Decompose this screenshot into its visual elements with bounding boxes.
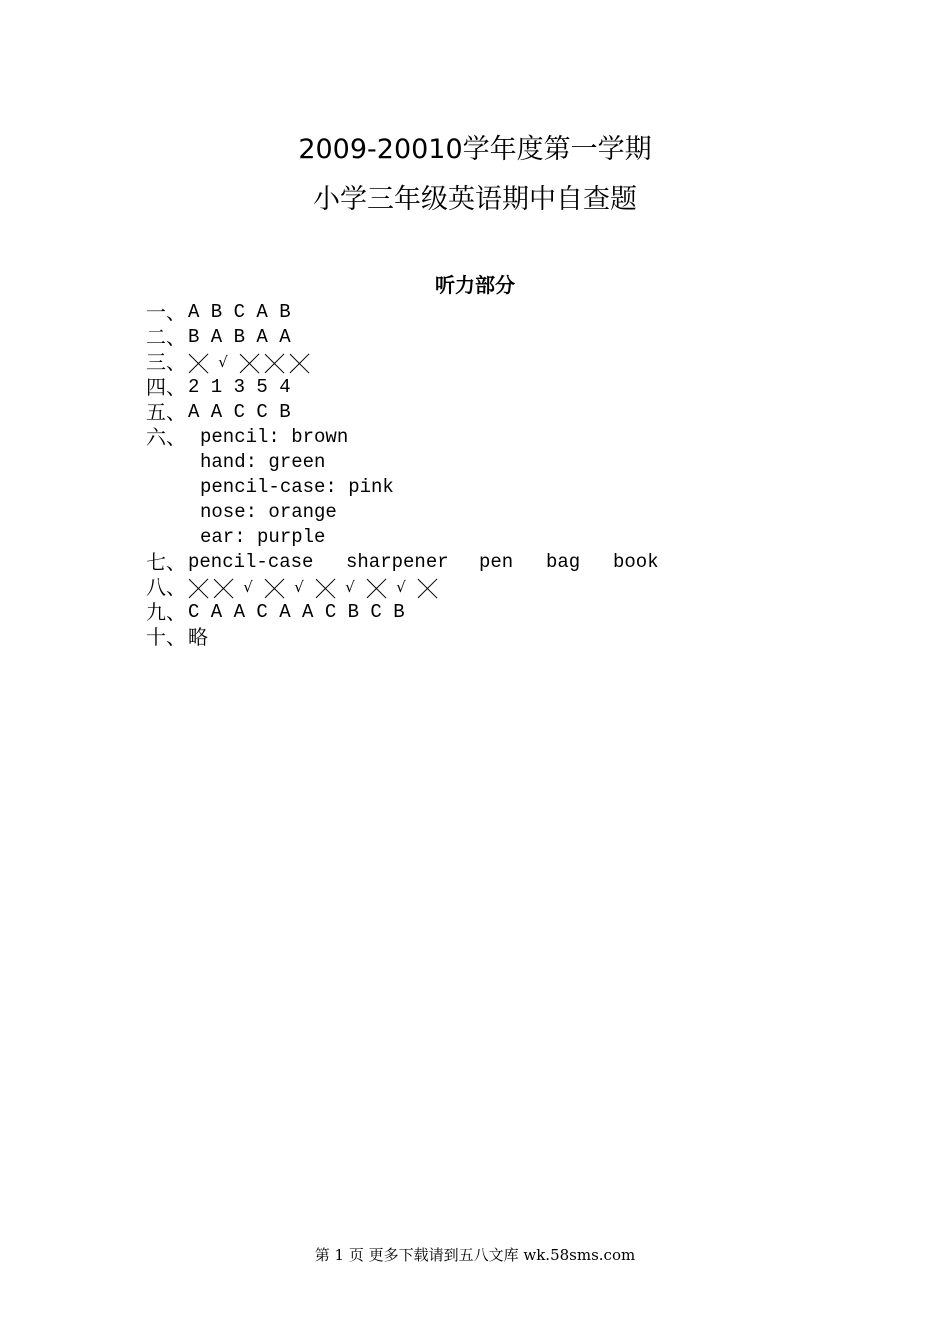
cross-mark-icon [289, 353, 309, 373]
question-number: 十、 [146, 625, 186, 649]
document-title-line2: 小学三年级英语期中自查题 [313, 184, 637, 215]
answer-text: pencil: brown [200, 426, 349, 448]
answer-row-4 [146, 375, 846, 400]
question-number: 三、 [146, 350, 186, 374]
answer-marks [188, 575, 442, 600]
cross-mark-icon [239, 353, 259, 373]
answer-row-7 [146, 550, 846, 575]
cross-mark-icon [213, 578, 233, 598]
check-mark-icon: √ [243, 578, 253, 596]
cross-mark-icon [417, 578, 437, 598]
answer-text: nose: orange [200, 501, 337, 523]
check-mark-icon: √ [396, 578, 406, 596]
answer-row-1 [146, 300, 846, 325]
check-mark-icon: √ [294, 578, 304, 596]
document-title-line1: 2009-20010学年度第一学期 [298, 134, 652, 165]
answer-row-6 [146, 425, 846, 450]
question-number: 六、 [146, 425, 186, 449]
answer-subrow [146, 525, 846, 550]
answer-text: 2 1 3 5 4 [188, 376, 291, 398]
answer-text: C A A C A A C B C B [188, 601, 405, 623]
answer-word: bag [546, 551, 581, 573]
question-number: 四、 [146, 375, 186, 399]
answer-text: 略 [188, 625, 208, 649]
answer-row-3 [146, 350, 846, 375]
question-number: 八、 [146, 575, 186, 599]
question-number: 七、 [146, 550, 186, 574]
answer-text: A B C A B [188, 301, 291, 323]
answer-subrow [146, 475, 846, 500]
cross-mark-icon [264, 353, 284, 373]
answer-word: pencil-case [188, 551, 314, 573]
answer-row-5 [146, 400, 846, 425]
question-number: 一、 [146, 300, 186, 324]
answer-text: A A C C B [188, 401, 291, 423]
check-mark-icon: √ [345, 578, 355, 596]
cross-mark-icon [188, 353, 208, 373]
answer-subrow [146, 500, 846, 525]
answer-row-9 [146, 600, 846, 625]
answer-word: book [613, 551, 659, 573]
answer-row-2 [146, 325, 846, 350]
answer-row-10 [146, 625, 846, 650]
answer-marks [188, 350, 314, 375]
page-footer: 第 1 页 更多下载请到五八文库 wk.58sms.com [314, 1246, 636, 1264]
check-mark-icon: √ [218, 353, 228, 371]
answer-word: sharpener [346, 551, 449, 573]
cross-mark-icon [188, 578, 208, 598]
question-number: 五、 [146, 400, 186, 424]
cross-mark-icon [264, 578, 284, 598]
answer-text: B A B A A [188, 326, 291, 348]
answer-text: pencil-case: pink [200, 476, 394, 498]
answer-word: pen [479, 551, 514, 573]
answer-subrow [146, 450, 846, 475]
answer-row-8 [146, 575, 846, 600]
cross-mark-icon [366, 578, 386, 598]
section-heading: 听力部分 [435, 273, 515, 297]
answer-list [146, 300, 846, 650]
cross-mark-icon [315, 578, 335, 598]
answer-text: hand: green [200, 451, 326, 473]
answer-text: ear: purple [200, 526, 326, 548]
question-number: 二、 [146, 325, 186, 349]
question-number: 九、 [146, 600, 186, 624]
